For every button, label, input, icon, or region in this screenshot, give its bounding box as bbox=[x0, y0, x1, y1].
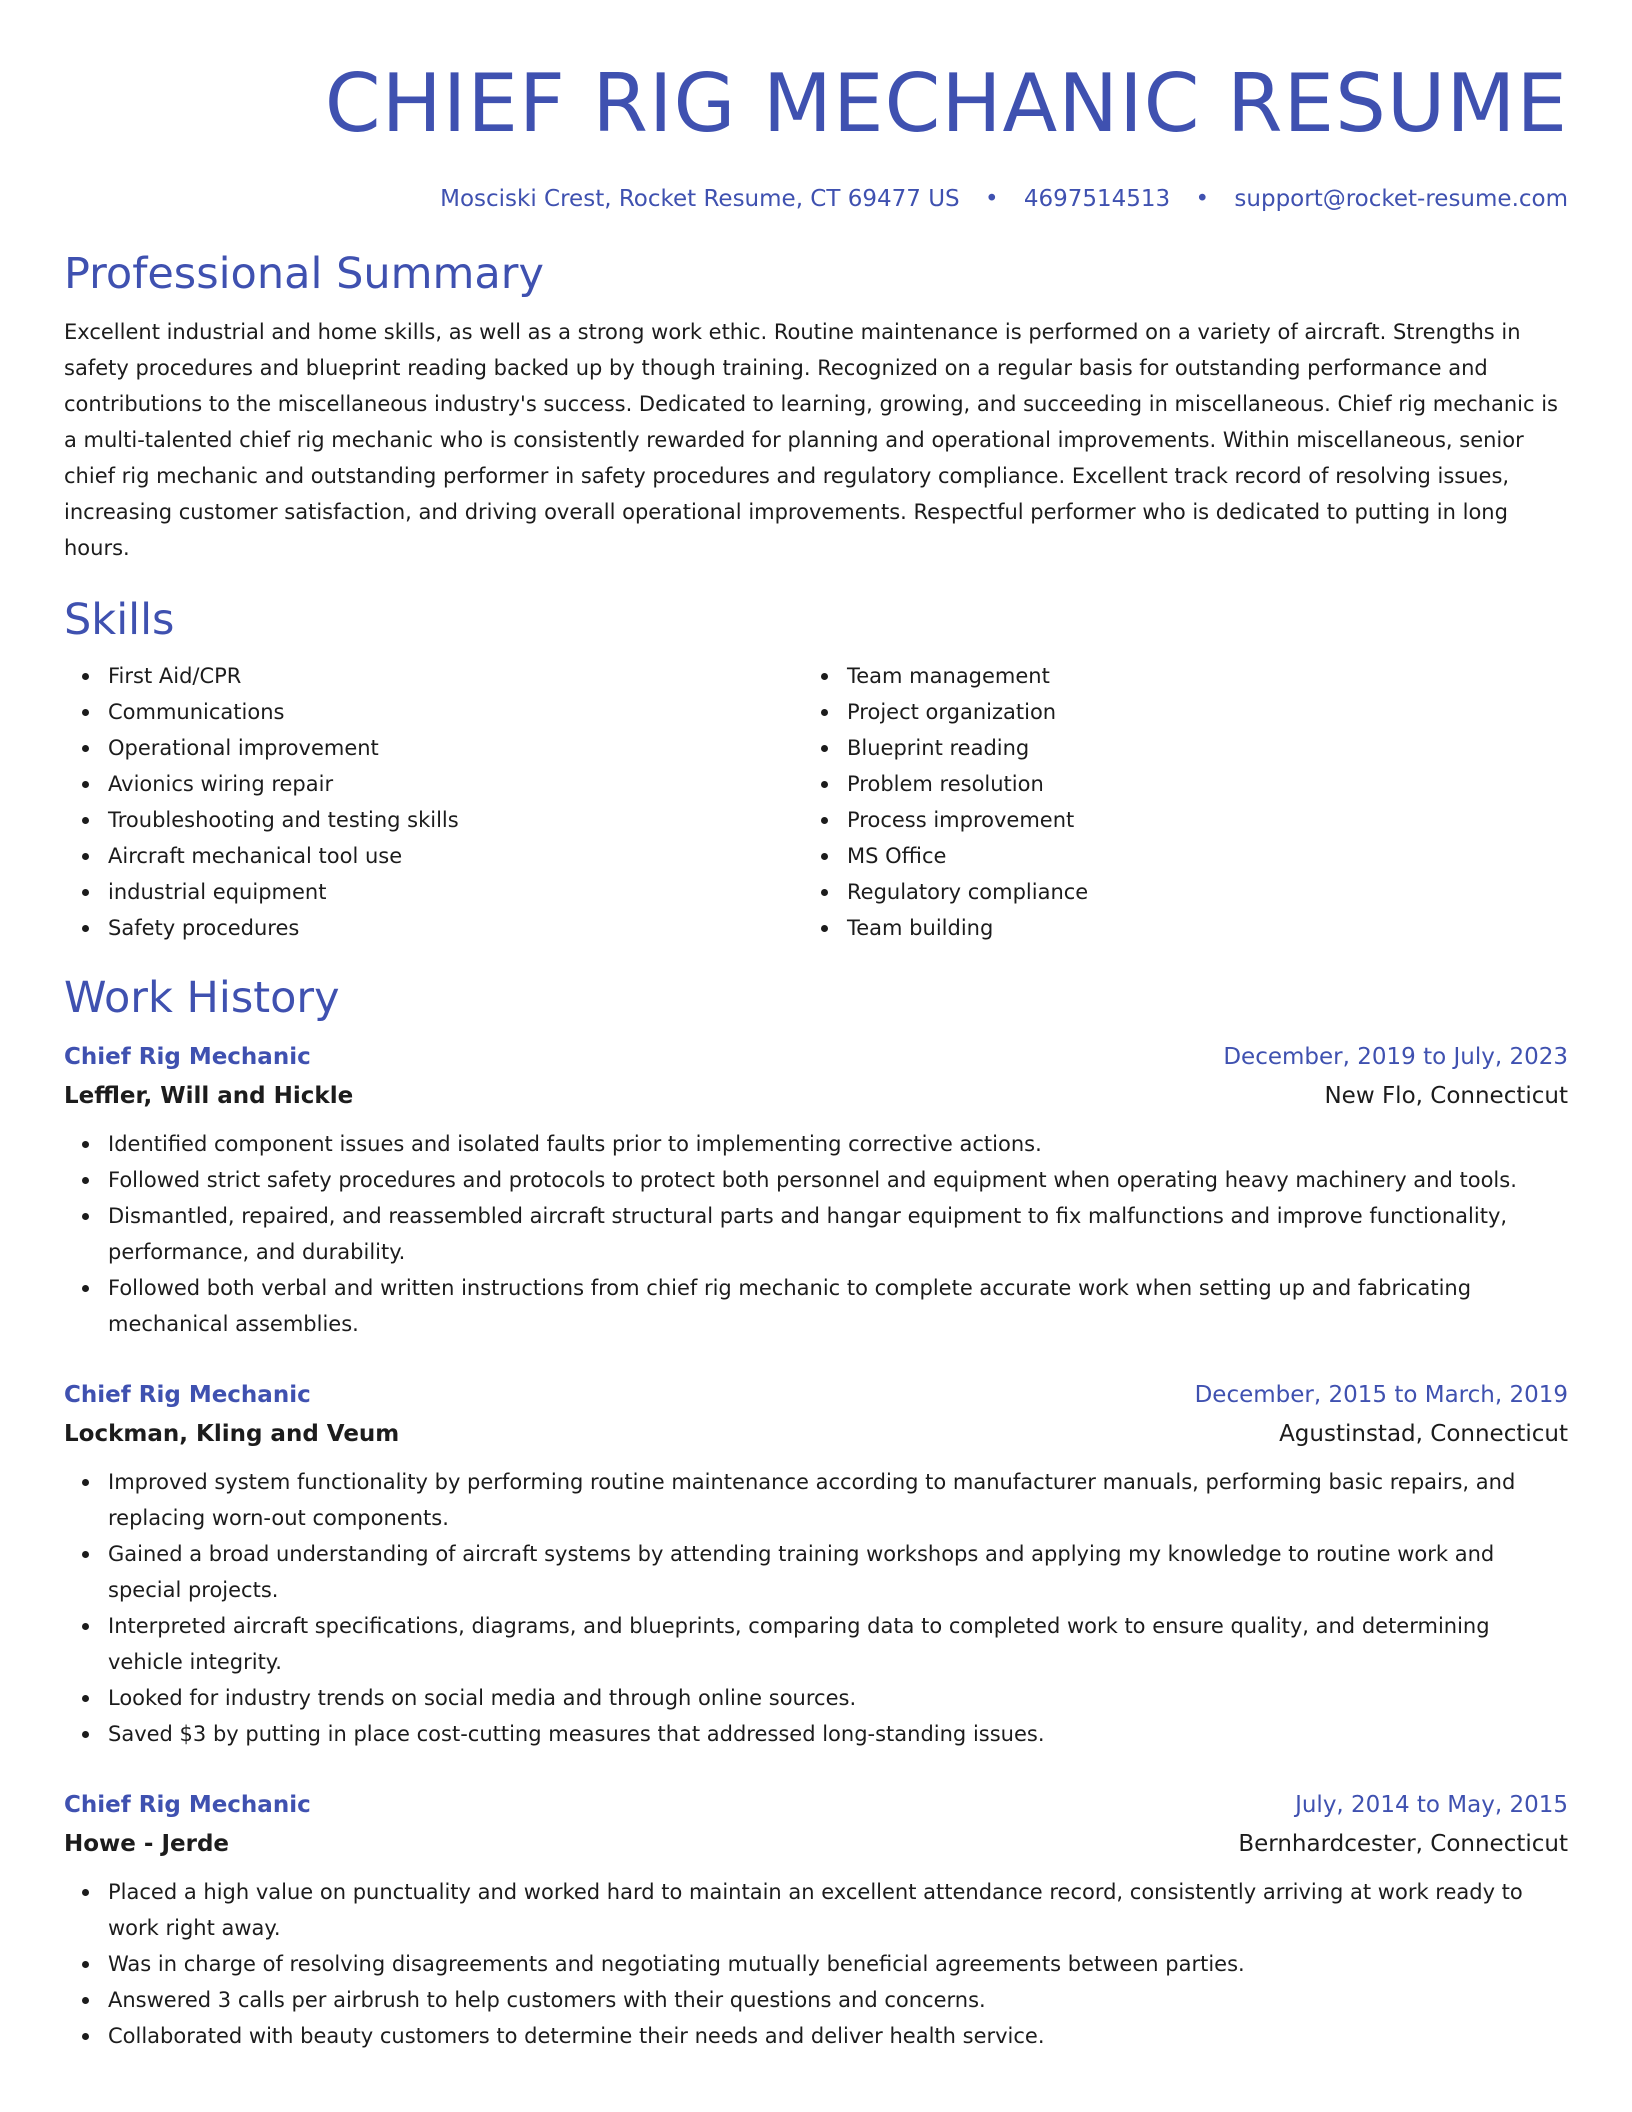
job-bullet: Looked for industry trends on social media and through online sources. bbox=[64, 1680, 1568, 1716]
contact-line bbox=[64, 184, 1568, 214]
job-bullet: Interpreted aircraft specifications, diagrams, and blueprints, comparing data to completed work to ensure quality, and determining vehicle integrity. bbox=[64, 1608, 1568, 1680]
job-title: Chief Rig Mechanic bbox=[64, 1792, 311, 1818]
job-bullet: Followed both verbal and written instructions from chief rig mechanic to complete accurate work when setting up and fabricating mechanical assemblies. bbox=[64, 1270, 1568, 1342]
job-company-row bbox=[64, 1414, 1568, 1454]
skill-item: Process improvement bbox=[803, 802, 1542, 838]
job-location: New Flo, Connecticut bbox=[1324, 1083, 1568, 1109]
job-bullet: Answered 3 calls per airbrush to help customers with their questions and concerns. bbox=[64, 1982, 1568, 2018]
resume-title: CHIEF RIG MECHANIC RESUME bbox=[324, 57, 1568, 150]
job-location: Agustinstad, Connecticut bbox=[1279, 1421, 1568, 1447]
job-company-row bbox=[64, 1824, 1568, 1864]
contact-separator: • bbox=[984, 186, 999, 212]
job-bullets bbox=[64, 1464, 1568, 1752]
job-bullet: Saved $3 by putting in place cost-cutting measures that addressed long-standing issues. bbox=[64, 1716, 1568, 1752]
job-dates: December, 2015 to March, 2019 bbox=[1194, 1382, 1568, 1408]
job-entry bbox=[64, 1786, 1568, 2054]
skill-item: Team management bbox=[803, 658, 1542, 694]
contact-address: Mosciski Crest, Rocket Resume, CT 69477 US bbox=[440, 186, 960, 212]
job-dates: December, 2019 to July, 2023 bbox=[1223, 1044, 1568, 1070]
job-title: Chief Rig Mechanic bbox=[64, 1382, 311, 1408]
job-bullet: Was in charge of resolving disagreements and negotiating mutually beneficial agreements between parties. bbox=[64, 1946, 1568, 1982]
skill-item: Operational improvement bbox=[64, 730, 803, 766]
summary-heading: Professional Summary bbox=[64, 249, 544, 299]
job-bullet: Followed strict safety procedures and protocols to protect both personnel and equipment when operating heavy machinery and tools. bbox=[64, 1162, 1568, 1198]
job-company: Howe - Jerde bbox=[64, 1831, 230, 1857]
skill-item: Troubleshooting and testing skills bbox=[64, 802, 803, 838]
contact-phone: 4697514513 bbox=[1023, 186, 1171, 212]
job-company: Leffler, Will and Hickle bbox=[64, 1083, 354, 1109]
job-entry bbox=[64, 1038, 1568, 1342]
summary-text: Excellent industrial and home skills, as well as a strong work ethic. Routine maintenance is performed on a variety of aircraft. Strengths in safety procedures and blueprint reading backed up by though training. Recognized on a regular basis for outstanding performance and contributions to the miscellaneous industry's success. Dedicated to learning, growing, and succeeding in miscellaneous. Chief rig mechanic is a multi-talented chief rig mechanic who is consistently rewarded for planning and operational improvements. Within miscellaneous, senior chief rig mechanic and outstanding performer in safety procedures and regulatory compliance. Excellent track record of resolving issues, increasing customer satisfaction, and driving overall operational improvements. Respectful performer who is dedicated to putting in long hours. bbox=[64, 320, 1558, 560]
skills-left-list bbox=[64, 658, 803, 946]
skill-item: MS Office bbox=[803, 838, 1542, 874]
job-bullets bbox=[64, 1874, 1568, 2054]
skill-item: First Aid/CPR bbox=[64, 658, 803, 694]
job-dates: July, 2014 to May, 2015 bbox=[1295, 1792, 1568, 1818]
job-bullet: Improved system functionality by performing routine maintenance according to manufacturer manuals, performing basic repairs, and replacing worn-out components. bbox=[64, 1464, 1568, 1536]
job-bullet: Collaborated with beauty customers to determine their needs and deliver health service. bbox=[64, 2018, 1568, 2054]
skill-item: Team building bbox=[803, 910, 1542, 946]
job-title-row bbox=[64, 1786, 1568, 1824]
skill-item: Safety procedures bbox=[64, 910, 803, 946]
job-bullet: Dismantled, repaired, and reassembled aircraft structural parts and hangar equipment to fix malfunctions and improve functionality, performance, and durability. bbox=[64, 1198, 1568, 1270]
contact-separator: • bbox=[1195, 186, 1210, 212]
contact-email: support@rocket-resume.com bbox=[1234, 186, 1568, 212]
job-company: Lockman, Kling and Veum bbox=[64, 1421, 400, 1447]
job-company-row bbox=[64, 1076, 1568, 1116]
skills-right-list bbox=[803, 658, 1542, 946]
job-bullet: Gained a broad understanding of aircraft systems by attending training workshops and applying my knowledge to routine work and special projects. bbox=[64, 1536, 1568, 1608]
skill-item: Aircraft mechanical tool use bbox=[64, 838, 803, 874]
skills-heading: Skills bbox=[64, 595, 175, 645]
job-entry bbox=[64, 1376, 1568, 1752]
skill-item: Blueprint reading bbox=[803, 730, 1542, 766]
skills-columns bbox=[64, 658, 1568, 946]
skill-item: Avionics wiring repair bbox=[64, 766, 803, 802]
job-title: Chief Rig Mechanic bbox=[64, 1044, 311, 1070]
skill-item: Regulatory compliance bbox=[803, 874, 1542, 910]
job-bullet: Identified component issues and isolated faults prior to implementing corrective actions. bbox=[64, 1126, 1568, 1162]
job-bullet: Placed a high value on punctuality and worked hard to maintain an excellent attendance record, consistently arriving at work ready to work right away. bbox=[64, 1874, 1568, 1946]
work-history-heading: Work History bbox=[64, 973, 340, 1023]
skill-item: industrial equipment bbox=[64, 874, 803, 910]
job-bullets bbox=[64, 1126, 1568, 1342]
skill-item: Communications bbox=[64, 694, 803, 730]
job-title-row bbox=[64, 1376, 1568, 1414]
job-location: Bernhardcester, Connecticut bbox=[1238, 1831, 1568, 1857]
job-title-row bbox=[64, 1038, 1568, 1076]
skill-item: Problem resolution bbox=[803, 766, 1542, 802]
skill-item: Project organization bbox=[803, 694, 1542, 730]
